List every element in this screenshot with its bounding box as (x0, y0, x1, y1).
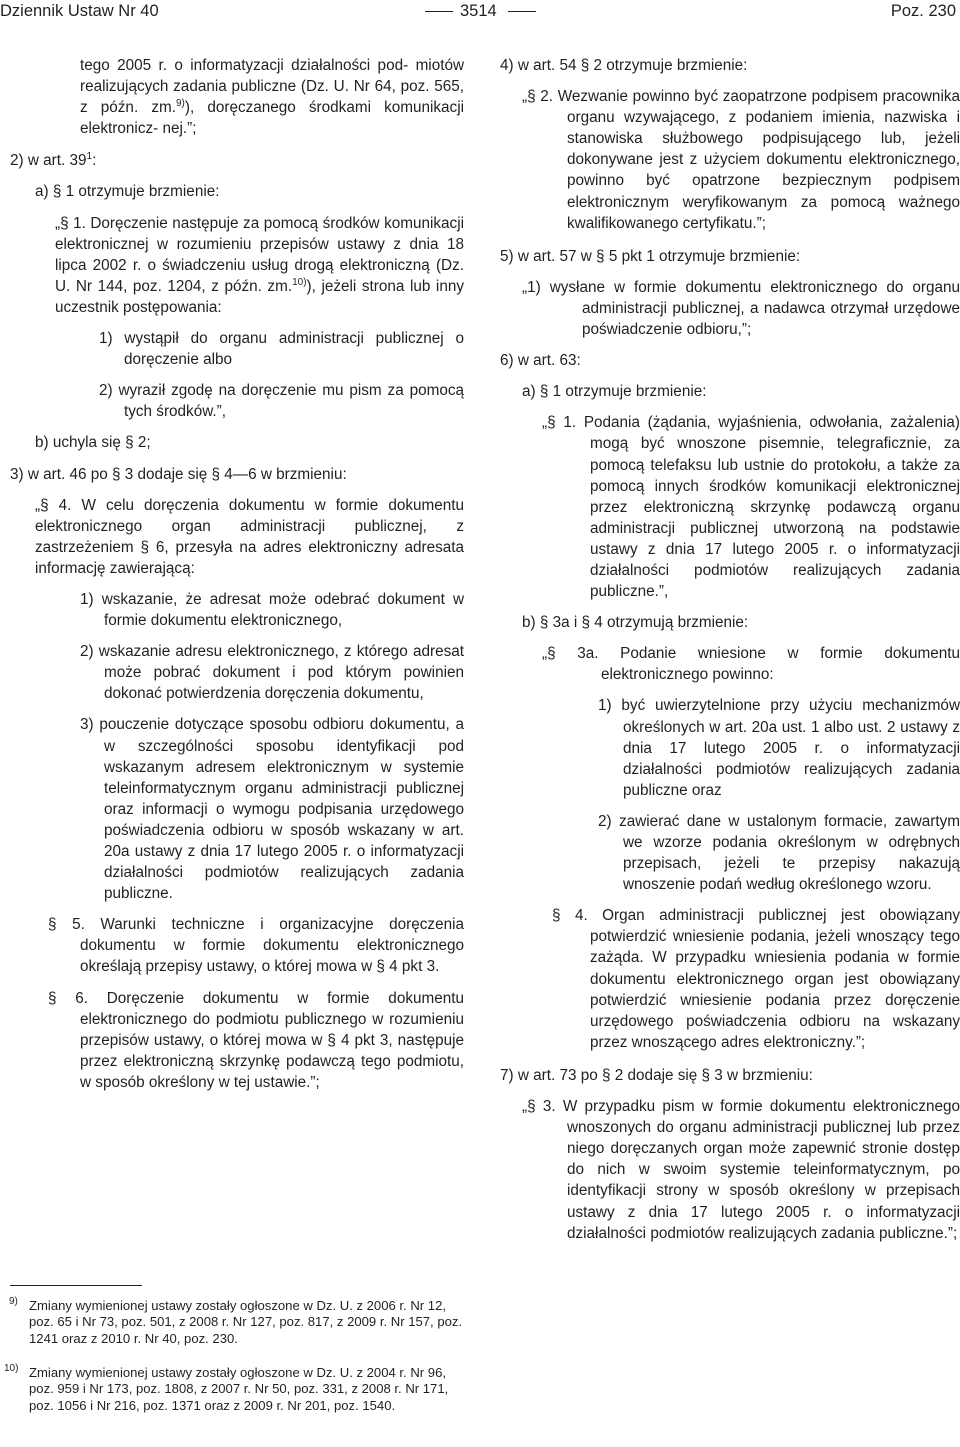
punct: : (92, 152, 97, 170)
footnote-divider (10, 1285, 142, 1286)
amendment-art-39 (10, 150, 470, 171)
footnote-number: 10) (4, 1363, 19, 1374)
amendment-art-73: 7) w art. 73 po § 2 dodaje się § 3 w brzmieniu: (500, 1066, 813, 1084)
amendment-art-46: 3) w art. 46 po § 3 dodaje się § 4—6 w brzmieniu: (10, 465, 347, 483)
amendment-art-63: 6) w art. 63: (500, 352, 581, 370)
journal-title: Dziennik Ustaw Nr 40 (0, 2, 159, 20)
text-line: nej.”; (162, 120, 197, 138)
footnote-10 (0, 1365, 470, 1435)
text-line: tego 2005 r. o informatyzacji działalności pod- (80, 57, 409, 74)
footnote-ref-10: 10) (292, 276, 307, 288)
paragraph-text: ), jeżeli strona lub inny uczestnik postępowania: (55, 277, 464, 316)
subpoint-a: a) § 1 otrzymuje brzmienie: (35, 183, 220, 201)
paragraph-5: § 5. Warunki techniczne i organizacyjne doręczenia dokumentu w formie dokumentu elektronicznego określają przepisy ustawy, o której mowa w § 4 pkt 3. (48, 916, 464, 976)
point-1: 1) wystąpił do organu administracji publicznej o doręczenie albo (99, 330, 464, 369)
text-line: miotów realizujących zadania publiczne (80, 57, 465, 96)
left-column (0, 55, 470, 1093)
law-reference-continued (80, 55, 464, 139)
point-4-1: 1) wskazanie, że adresat może odebrać dokument w formie dokumentu elektronicznego, (80, 590, 464, 630)
paragraph-3a: „§ 3a. Podanie wniesione w formie dokumentu elektronicznego powinno: (542, 645, 960, 684)
position-number: Poz. 230 (890, 2, 956, 20)
paragraph-text: „§ 1. Doręczenie następuje za pomocą środków komunikacji elektronicznej w rozumieniu przepisów ustawy z dnia 18 lipca 2002 r. o świadczeniu usług drogą elektroniczną (Dz. U. Nr 144, poz. 1204, z późn. zm. (55, 214, 464, 295)
footnote-number: 9) (9, 1296, 18, 1307)
paragraph-4: „§ 4. W celu doręczenia dokumentu w formie dokumentu elektronicznego organ administracji publicznej, z zastrzeżeniem § 6, przesyła na adres elektroniczny adresata informację zawierającą: (35, 496, 464, 577)
footnote-text: Zmiany wymienionej ustawy zostały ogłoszone w Dz. U. z 2004 r. Nr 96, poz. 959 i Nr 173, poz. 1808, z 2007 r. Nr 50, poz. 331, z 2008 r. Nr 171, poz. 1056 i Nr 216, poz. 1371 oraz z 2009 r. Nr 201, poz. 1540. (29, 1365, 449, 1413)
paragraph-2: „§ 2. Wezwanie powinno być zaopatrzone podpisem pracownika organu wzywającego, z podaniem imienia, nazwiska i stanowiska służbowego podpisującego lub, jeżeli dokonywane jest z użyciem dokumentu elektronicznego, powinno być opatrzone bezpiecznym podpisem elektronicznym weryfikowanym za pomocą ważnego kwalifikowanego certyfikatu.”; (522, 88, 960, 232)
page-header (0, 0, 960, 24)
amendment-art-54: 4) w art. 54 § 2 otrzymuje brzmienie: (500, 57, 748, 74)
footnote-ref-9: 9) (175, 98, 185, 110)
subpoint-63-b: b) § 3a i § 4 otrzymują brzmienie: (522, 614, 749, 632)
subpoint-63-a: a) § 1 otrzymuje brzmienie: (522, 383, 707, 401)
point-4-3: 3) pouczenie dotyczące sposobu odbioru dokumentu, a w szczególności sposobu identyfikacji pod wskazanym adresem elektronicznym w systemie teleinformatycznym organu administracji publicznej oraz informacji o wymogu podpisania urzędowego poświadczenia odbioru w sposób wskazany w art. 20a ustawy z dnia 17 lutego 2005 r. o informatyzacji działalności podmiotów realizujących zadania publiczne. (80, 716, 464, 903)
footnote-text: Zmiany wymienionej ustawy zostały ogłoszone w Dz. U. z 2006 r. Nr 12, poz. 65 i Nr 73, poz. 501, z 2008 r. Nr 127, poz. 817, z 2009 r. Nr 157, poz. 1241 oraz z 2010 r. Nr 40, poz. 230. (29, 1298, 463, 1346)
point-3a-2: 2) zawierać dane w ustalonym formacie, zawartym we wzorze podania określonym w odrębnych przepisach, jeżeli te przepisy nakazują wnoszenie podań według określonego wzoru. (598, 812, 960, 894)
footnote-9 (0, 1298, 470, 1364)
point-2: 2) wyraził zgodę na doręczenie mu pism za pomocą tych środków.”, (99, 382, 464, 421)
header-rule-left (425, 11, 453, 12)
amendment-art-57: 5) w art. 57 w § 5 pkt 1 otrzymuje brzmienie: (500, 247, 801, 265)
point-4-2: 2) wskazanie adresu elektronicznego, z którego adresat może pobrać dokument i pod którym powinien dokonać potwierdzenia doręczenia dokumentu, (80, 643, 464, 703)
text-line: ), doręczanego środkami komunikacji elektronicz- (80, 99, 465, 138)
paragraph-6: § 6. Doręczenie dokumentu w formie dokumentu elektronicznego do podmiotu publicznego w rozumieniu przepisów ustawy, o której mowa w § 4 pkt 3, następuje przez elektroniczną skrzynkę podawczą tego podmiotu, w sposób określony w tej ustawie.”; (48, 989, 464, 1091)
paragraph-63-1: „§ 1. Podania (żądania, wyjaśnienia, odwołania, zażalenia) mogą być wnoszone pisemnie, telegraficznie, za pomocą telefaksu lub ustnie do protokołu, a także za pomocą innych środków komunikacji elektronicznej przez elektroniczną skrzynkę podawczą organu administracji publicznej utworzoną na podstawie ustawy z dnia 17 lutego 2005 r. o informatyzacji działalności podmiotów realizujących zadania publiczne.”, (542, 414, 960, 601)
amendment-label: 2) w art. 39 (10, 152, 87, 170)
paragraph-1 (55, 213, 464, 318)
superscript: 1 (86, 151, 93, 163)
point-57-1: „1) wysłane w formie dokumentu elektronicznego do organu administracji publicznej, a nadawca otrzymał urzędowe poświadczenie odbioru,”; (522, 278, 960, 339)
paragraph-73-3: „§ 3. W przypadku pism w formie dokumentu elektronicznego wnoszonych do organu administracji publicznej lub przez niego doręczanych organ może zapewnić stronie dostęp do nich w swoim systemie teleinformatycznym, po identyfikacji strony w sposób określony w przepisach ustawy z dnia 17 lutego 2005 r. o informatyzacji działalności podmiotów realizujących zadania publiczne.”; (522, 1098, 960, 1242)
text-line: (Dz. U. Nr 64, poz. 565, z późn. zm. (80, 78, 465, 117)
subpoint-b: b) uchyla się § 2; (35, 434, 151, 452)
page-number: 3514 (460, 2, 497, 20)
right-column (498, 55, 960, 1244)
point-3a-1: 1) być uwierzytelnione przy użyciu mechanizmów określonych w art. 20a ust. 1 albo ust. 2 ustawy z dnia 17 lutego 2005 r. o informatyzacji działalności podmiotów realizujących zadania publiczne oraz (598, 697, 960, 799)
header-rule-right (508, 11, 536, 12)
paragraph-63-4: § 4. Organ administracji publicznej jest obowiązany potwierdzić wniesienie podania, jeżeli wnoszący tego zażąda. W przypadku wniesienia podania w formie dokumentu elektronicznego organ jest obowiązany potwierdzić wniesienie podania przez doręczenie urzędowego poświadczenia odbioru na wskazany przez wnoszącego adres elektroniczny.”; (552, 907, 960, 1051)
